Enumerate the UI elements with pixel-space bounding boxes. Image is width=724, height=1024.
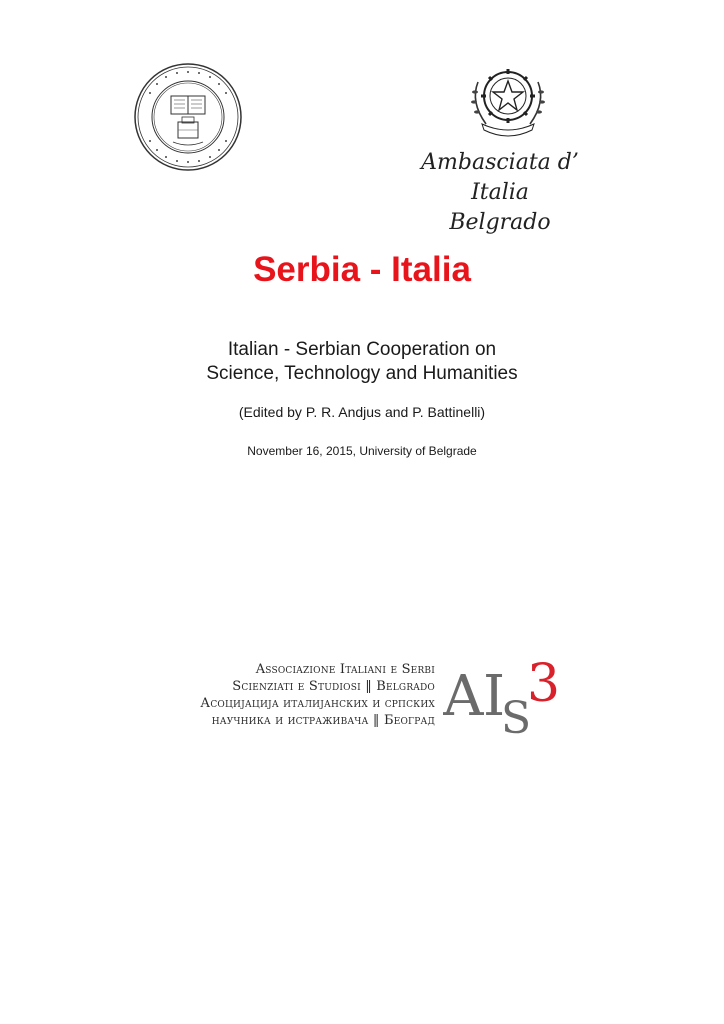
embassy-line-1: Ambasciata d’ Italia bbox=[421, 150, 579, 205]
svg-text:I: I bbox=[483, 664, 506, 729]
svg-text:A: A bbox=[443, 664, 484, 729]
ais3-logo bbox=[443, 657, 563, 737]
embassy-name bbox=[400, 148, 600, 238]
university-seal bbox=[133, 62, 243, 172]
association-text bbox=[163, 661, 435, 729]
association-block bbox=[163, 657, 563, 737]
embassy-line-2: Belgrado bbox=[449, 210, 551, 235]
university-seal-graphic bbox=[133, 62, 243, 172]
svg-text:S: S bbox=[501, 693, 532, 737]
subtitle-line-2: Science, Technology and Humanities bbox=[206, 363, 518, 384]
svg-text:3: 3 bbox=[527, 657, 561, 714]
subtitle-line-1: Italian - Serbian Cooperation on bbox=[227, 339, 497, 360]
association-line-1: Associazione Italiani e Serbi bbox=[255, 662, 435, 677]
document-subtitle bbox=[0, 338, 724, 386]
ais3-logo-graphic bbox=[443, 657, 563, 737]
italy-emblem-graphic bbox=[460, 62, 556, 140]
date-line: November 16, 2015, University of Belgrade bbox=[247, 444, 477, 458]
editors-line: (Edited by P. R. Andjus and P. Battinelli) bbox=[238, 404, 486, 420]
association-line-2: Scienziati e Studiosi ‖ Belgrado bbox=[232, 679, 435, 694]
italy-emblem bbox=[460, 62, 556, 140]
association-line-3: Асоцијација италијанских и српских bbox=[200, 696, 435, 711]
document-title: Serbia - Italia bbox=[253, 250, 471, 289]
association-line-4: научника и истраживача ‖ Београд bbox=[211, 713, 435, 728]
